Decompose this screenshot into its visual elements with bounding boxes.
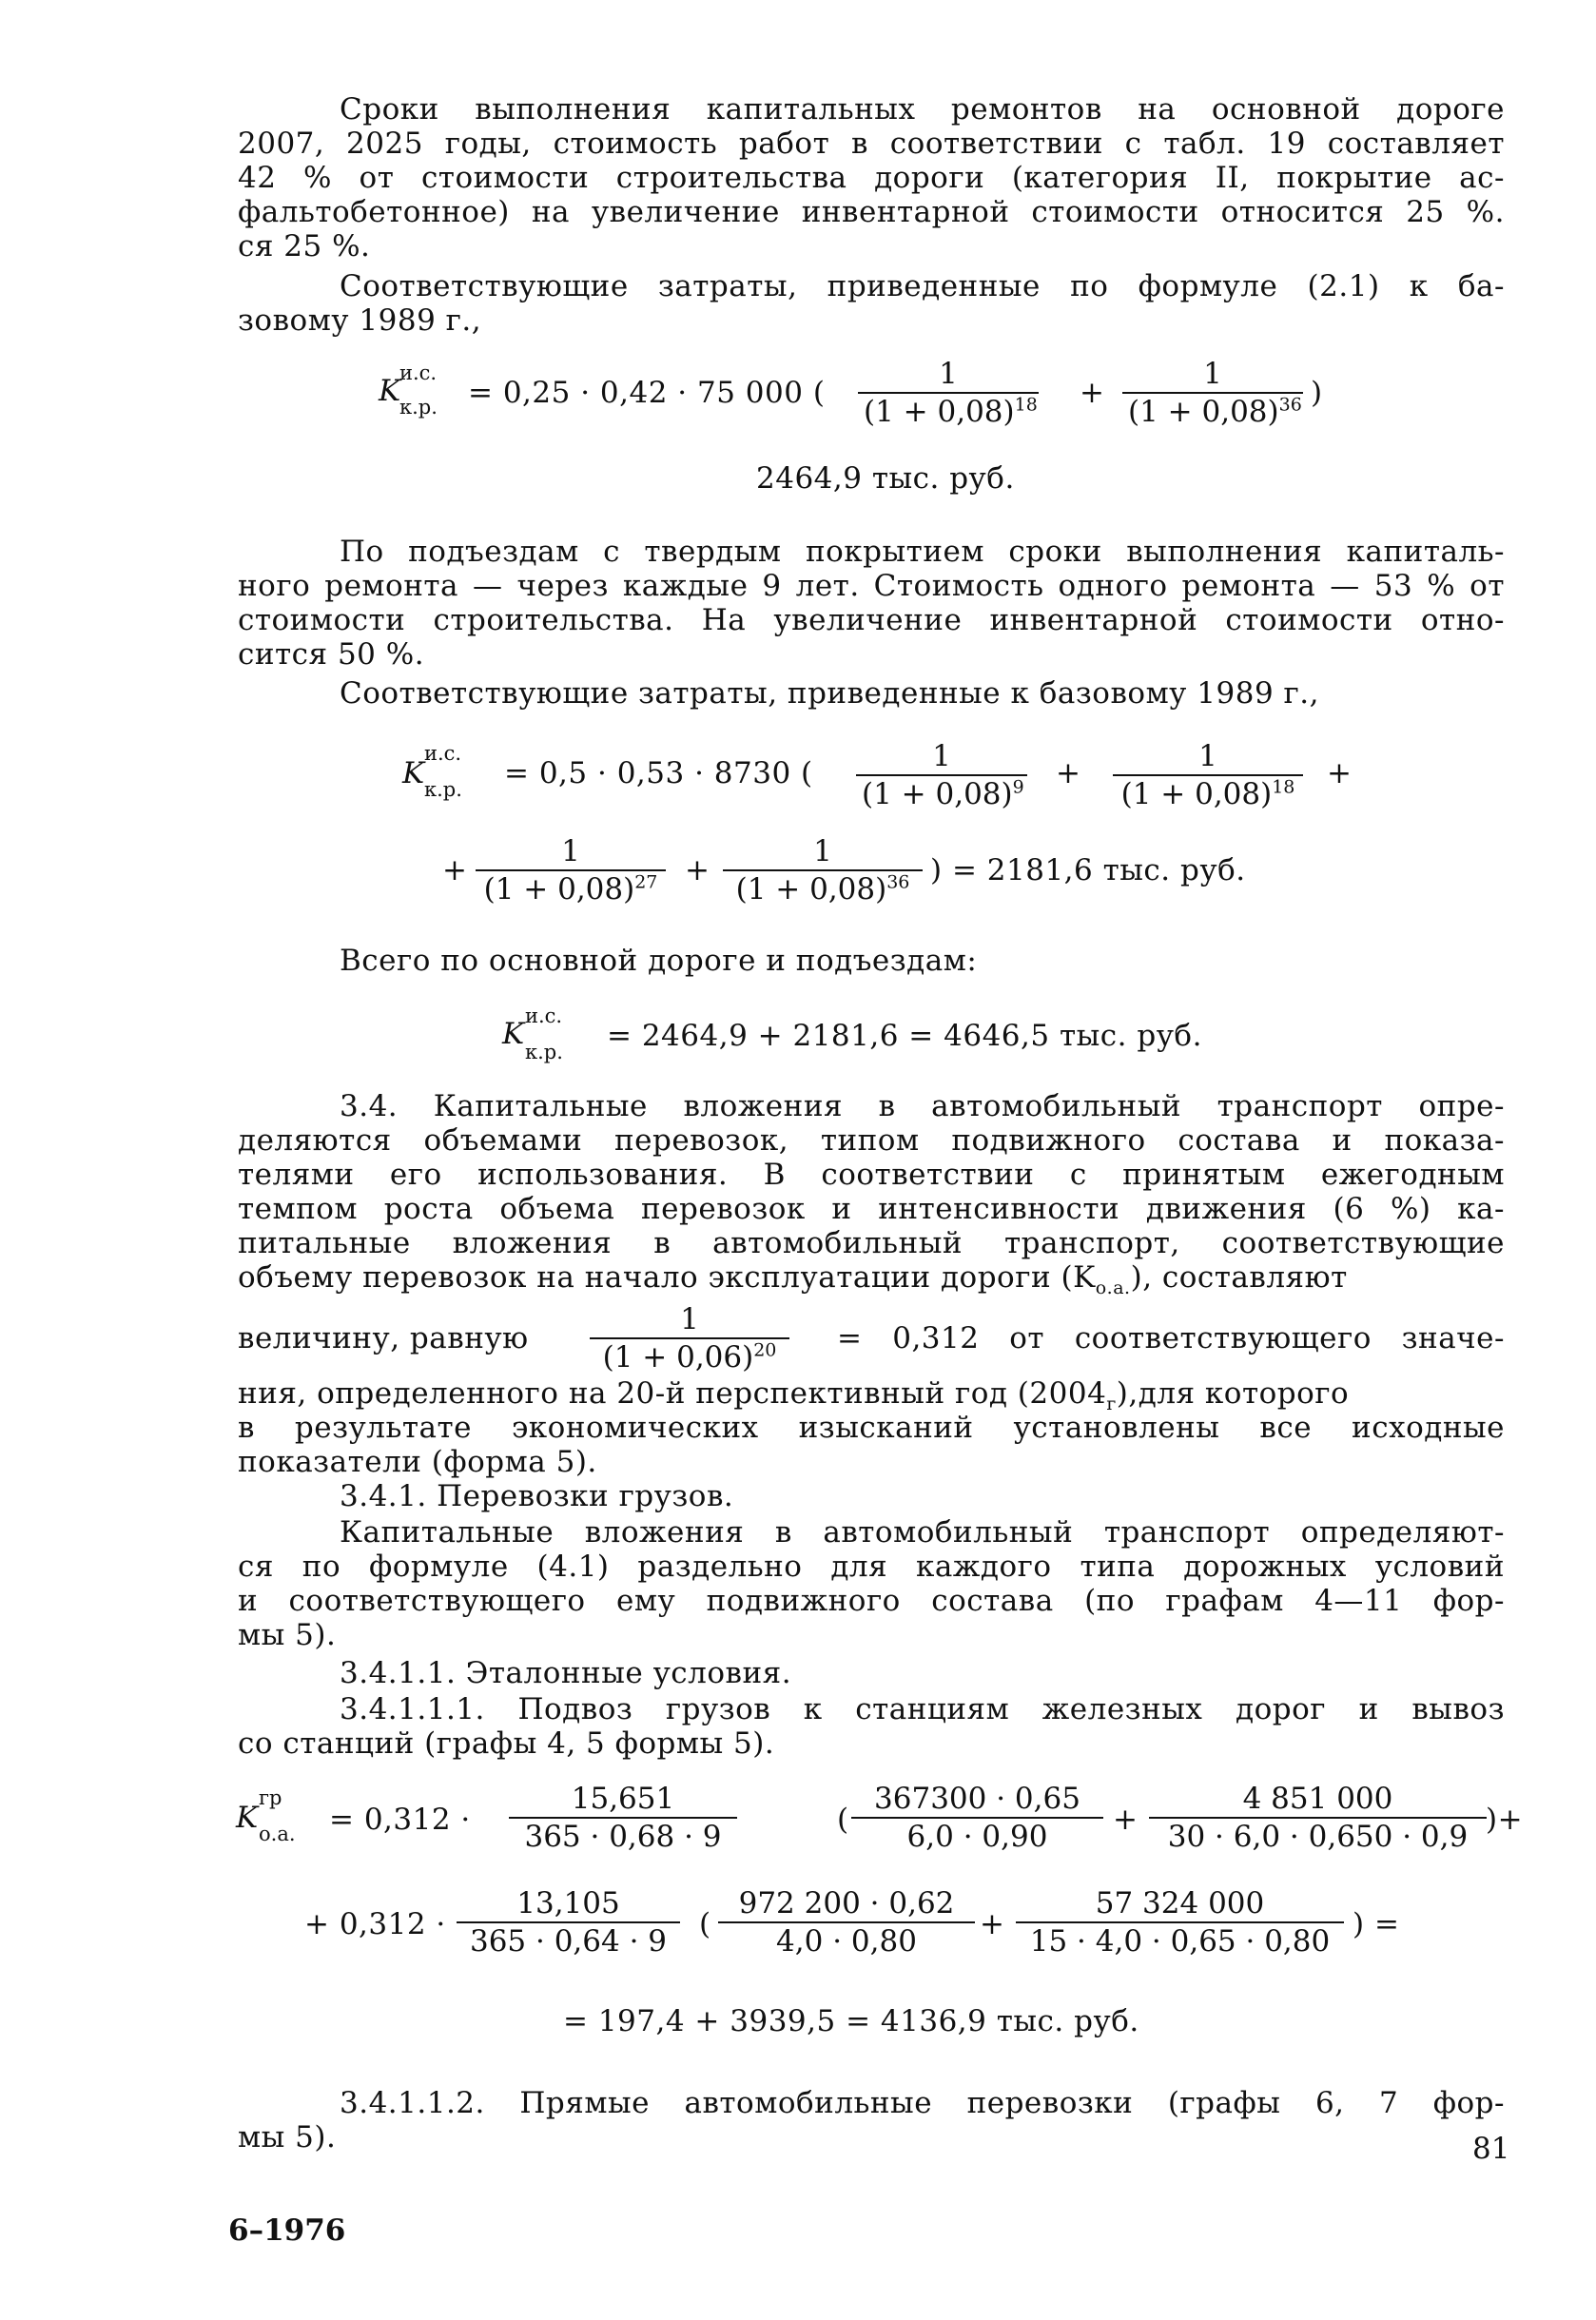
text-line: Сроки выполнения капитальных ремонтов на основной дороге [340, 92, 1505, 127]
numerator: 1 [813, 834, 832, 868]
section-heading: 3.4.1. Перевозки грузов. [340, 1479, 734, 1513]
numerator: 1 [561, 834, 580, 868]
fraction [851, 1784, 1103, 1852]
text-line: По подъездам с твердым покрытием сроки выполнения капиталь- [340, 535, 1505, 569]
fraction [1016, 1886, 1344, 1959]
denominator: (1 + 0,08) [862, 777, 1013, 811]
text-line: Соответствующие затраты, приведенные к базовому 1989 г., [340, 676, 1319, 711]
k-symbol: K [502, 1017, 525, 1051]
denominator: (1 + 0,08) [1128, 395, 1279, 429]
plus-sign: + [1327, 756, 1353, 790]
page-number: 81 [1472, 2132, 1510, 2166]
equation-result: = 197,4 + 3939,5 = 4136,9 тыс. руб. [563, 2004, 1139, 2038]
section-heading: 3.4.1.1. Эталонные условия. [340, 1656, 792, 1690]
text-line: 3.4.1.1.2. Прямые автомобильные перевозки (графы 6, 7 фор- [340, 2086, 1505, 2120]
text-line: = 0,312 от соответствующего значе- [837, 1321, 1505, 1355]
text-line: темпом роста объема перевозок и интенсивности движения (6 %) ка- [238, 1192, 1505, 1226]
text-line: мы 5). [238, 2120, 337, 2154]
denominator: 15 · 4,0 · 0,65 · 0,80 [1029, 1924, 1331, 1959]
k-symbol: K [379, 374, 401, 408]
fraction [1113, 739, 1303, 811]
subscript: о.а. [259, 1823, 296, 1845]
text-line: Капитальные вложения в автомобильный транспорт определяют- [340, 1515, 1505, 1550]
subscript: о.а. [1095, 1277, 1131, 1299]
text-line: в результате экономических изысканий установлены все исходные [238, 1411, 1505, 1445]
numerator: 1 [932, 739, 951, 773]
equation-expression: = 0,312 · [329, 1803, 471, 1837]
text-line: 3.4.1.1.1. Подвоз грузов к станциям железных дорог и вывоз [340, 1692, 1505, 1726]
close-paren: ) = [1353, 1907, 1400, 1941]
subscript: г [1106, 1394, 1117, 1415]
numerator: 1 [1203, 357, 1222, 391]
superscript: и.с. [525, 1004, 563, 1027]
subscript: к.р. [525, 1041, 563, 1063]
text-line: 42 % от стоимости строительства дороги (категория II, покрытие ас- [238, 161, 1505, 195]
numerator: 4 851 000 [1242, 1782, 1393, 1816]
numerator: 13,105 [516, 1886, 620, 1920]
denominator: (1 + 0,08) [1120, 777, 1273, 811]
fraction [856, 739, 1027, 811]
text-line: телями его использования. В соответствии с принятым ежегодным [238, 1158, 1505, 1192]
subscript: к.р. [424, 778, 462, 801]
signature-mark: 6–1976 [228, 2213, 346, 2248]
k-symbol: K [402, 756, 425, 790]
plus-sign: + [685, 853, 710, 887]
text-line: Всего по основной дороге и подъездам: [340, 944, 978, 978]
plus-sign: + [980, 1907, 1005, 1941]
equation-expression: = 0,25 · 0,42 · 75 000 ( [468, 376, 826, 410]
plus-sign: + [1113, 1803, 1139, 1837]
open-paren: ( [837, 1803, 849, 1837]
denominator: (1 + 0,08) [483, 872, 635, 907]
close-paren: )+ [1486, 1803, 1524, 1837]
numerator: 367300 · 0,65 [874, 1782, 1080, 1816]
text-line: ся 25 %. [238, 229, 371, 263]
fraction [1149, 1784, 1487, 1852]
fraction [476, 834, 666, 907]
text-line: фальтобетонное) на увеличение инвентарной стоимости относится 25 %. [238, 195, 1505, 229]
superscript: и.с. [424, 742, 462, 765]
denominator: (1 + 0,08) [864, 395, 1015, 429]
denominator: (1 + 0,06) [602, 1340, 754, 1374]
denominator: 4,0 · 0,80 [776, 1924, 917, 1959]
superscript: и.с. [399, 361, 438, 384]
text-line: стоимости строительства. На увеличение инвентарной стоимости отно- [238, 603, 1505, 637]
superscript: гр [259, 1786, 282, 1809]
k-symbol: K [236, 1801, 259, 1835]
text-line: деляются объемами перевозок, типом подвижного состава и показа- [238, 1123, 1505, 1158]
equation-result: ) = 2181,6 тыс. руб. [930, 853, 1246, 887]
plus-sign: + [442, 853, 468, 887]
exponent: 27 [634, 871, 658, 893]
denominator: 365 · 0,64 · 9 [469, 1924, 668, 1959]
text-line: 3.4. Капитальные вложения в автомобильный транспорт опре- [340, 1089, 1505, 1123]
exponent: 18 [1014, 394, 1038, 416]
exponent: 36 [886, 871, 910, 893]
text-line: объему перевозок на начало эксплуатации дороги $(K_{о.а.})$, составляют [238, 1260, 1348, 1299]
equation-expression: = 2464,9 + 2181,6 = 4646,5 тыс. руб. [607, 1019, 1202, 1053]
numerator: 1 [939, 357, 958, 391]
denominator: 30 · 6,0 · 0,650 · 0,9 [1167, 1820, 1469, 1854]
text-line: ного ремонта — через каждые 9 лет. Стоимость одного ремонта — 53 % от [238, 569, 1505, 603]
fraction [457, 1886, 680, 1959]
text-line: питальные вложения в автомобильный транспорт, соответствующие [238, 1226, 1505, 1260]
text-line: зовому 1989 г., [238, 303, 482, 338]
plus-sign: + [1056, 756, 1081, 790]
text-line: ния, определенного на 20-й перспективный год $(2004_г),для$ которого [238, 1376, 1350, 1415]
text-line: 2007, 2025 годы, стоимость работ в соответствии с табл. 19 составляет [238, 127, 1505, 161]
denominator: 365 · 0,68 · 9 [524, 1820, 722, 1854]
numerator: 1 [1198, 739, 1217, 773]
denominator: (1 + 0,08) [735, 872, 887, 907]
equation-result: 2464,9 тыс. руб. [756, 461, 1015, 496]
text-line: со станций (графы 4, 5 формы 5). [238, 1726, 775, 1761]
plus-sign: + [1080, 376, 1105, 410]
exponent: 18 [1272, 776, 1295, 798]
numerator: 972 200 · 0,62 [738, 1886, 955, 1920]
text-line: ся по формуле (4.1) раздельно для каждого типа дорожных условий [238, 1550, 1505, 1584]
fraction [1122, 357, 1303, 429]
fraction [723, 834, 923, 907]
exponent: 36 [1278, 394, 1302, 416]
text-line: показатели (форма 5). [238, 1445, 597, 1479]
numerator: 57 324 000 [1095, 1886, 1265, 1920]
text-line: мы 5). [238, 1618, 337, 1652]
fraction [858, 357, 1039, 429]
open-paren: ( [699, 1907, 711, 1941]
equation-expression: + 0,312 · [304, 1907, 446, 1941]
text-line: и соответствующего ему подвижного состава (по графам 4—11 фор- [238, 1584, 1505, 1618]
numerator: 15,651 [571, 1782, 675, 1816]
text-line: величину, равную [238, 1321, 529, 1355]
denominator: 6,0 · 0,90 [906, 1820, 1048, 1854]
fraction [590, 1302, 789, 1374]
close-paren: ) [1311, 376, 1323, 410]
text-line: сится 50 %. [238, 637, 425, 672]
exponent: 9 [1012, 776, 1024, 798]
text-line: Соответствующие затраты, приведенные по формуле (2.1) к ба- [340, 269, 1505, 303]
subscript: к.р. [399, 396, 438, 419]
exponent: 20 [753, 1339, 777, 1361]
numerator: 1 [680, 1302, 699, 1336]
equation-expression: = 0,5 · 0,53 · 8730 ( [504, 756, 813, 790]
fraction [509, 1784, 737, 1852]
fraction [718, 1886, 975, 1959]
